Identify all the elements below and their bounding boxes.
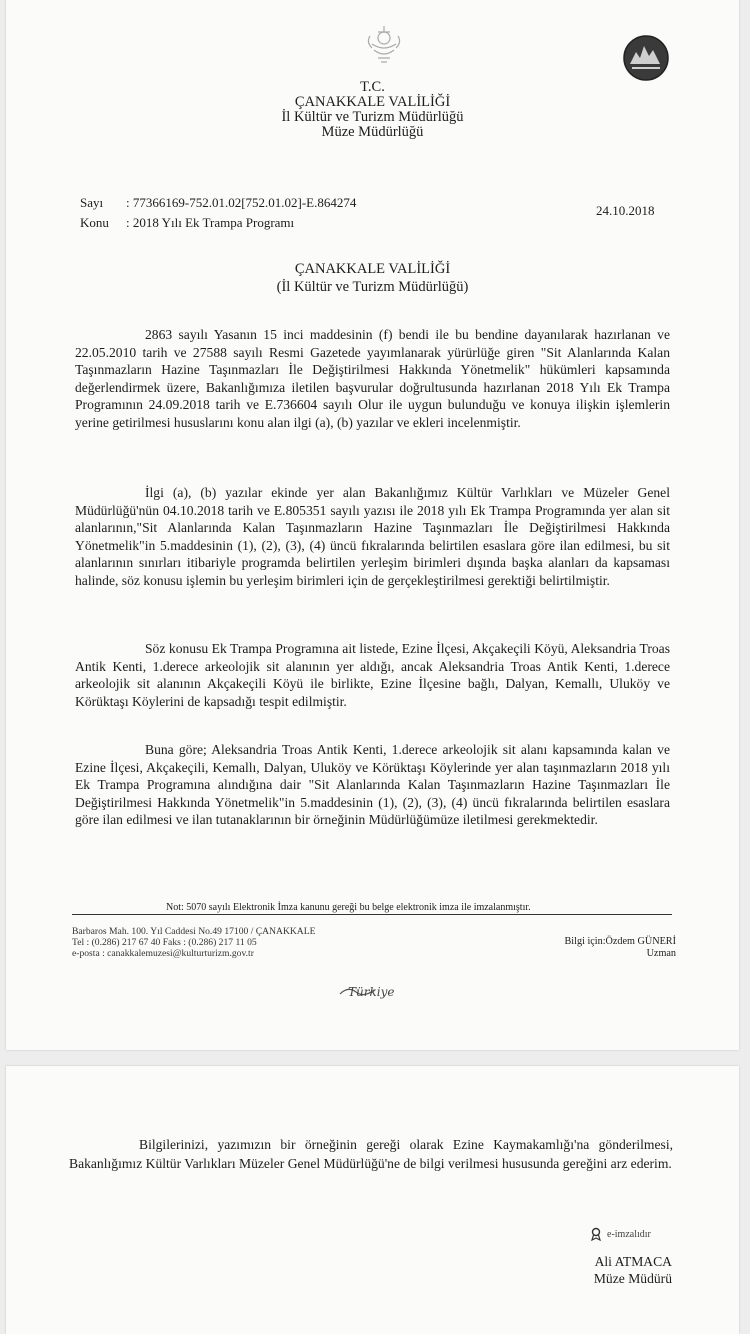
e-signature-badge [590, 1227, 651, 1241]
addressee-title: ÇANAKKALE VALİLİĞİ [294, 261, 451, 277]
email-line: e-posta : canakkalemuzesi@kulturturizm.gov.tr [72, 948, 254, 959]
document-date: 24.10.2018 [596, 203, 655, 218]
e-signature-text: e-imzalıdır [607, 1228, 651, 1240]
museum-logo-icon [622, 34, 670, 82]
e-signature-icon [590, 1227, 602, 1241]
body-paragraph-2: İlgi (a), (b) yazılar ekinde yer alan Bakanlığımız Kültür Varlıkları ve Müzeler Genel Müdürlüğü'nün 04.10.2018 tarih ve E.805351 sayılı yazısı ile 2018 yılı Ek Trampa Programında yer alan sit alanlarının,"Sit Alanlarında Kalan Taşınmazların Hazine Taşınmazları İle Değiştirilmesi Hakkında Yönetmelik"in 5.maddesinin (1), (2), (3), (4) üncü fıkralarında belirtilen esaslara göre ilan edilmesi, bu sit alanlarının sınırları itibariyle programda belirtilen yerleşim birimleri dışında başka alanları da kapsaması halinde, söz konusu işlemin bu yerleşim birimleri için de gerçekleştirilmesi gerektiği belirtilmiştir. [75, 485, 670, 588]
document-page-1 [6, 0, 739, 1050]
header-valilik: ÇANAKKALE VALİLİĞİ [294, 94, 451, 110]
document-page-2 [6, 1066, 739, 1334]
header-tc: T.C. [360, 79, 385, 95]
header-directorate: İl Kültür ve Turizm Müdürlüğü [281, 109, 464, 125]
contact-info [506, 936, 676, 959]
header-museum: Müze Müdürlüğü [321, 124, 424, 140]
konu-value: : 2018 Yılı Ek Trampa Programı [126, 215, 295, 230]
address-line: Barbaros Mah. 100. Yıl Caddesi No.49 17100 / ÇANAKKALE [72, 926, 316, 937]
phone-line: Tel : (0.286) 217 67 40 Faks : (0.286) 217 11 05 [72, 937, 257, 948]
signatory-title: Müze Müdürü [593, 1271, 672, 1286]
contact-role: Uzman [646, 947, 676, 959]
closing-paragraph: Bilgilerinizi, yazımızın bir örneğinin gereği olarak Ezine Kaymakamlığı'na gönderilmesi, Bakanlığımız Kültür Varlıkları Müzeler Genel Müdürlüğü'ne de bilgi verilmesi hususunda gereğini arz ederim. [69, 1137, 673, 1171]
contact-person: Bilgi için:Özdem GÜNERİ [564, 936, 676, 947]
e-signature-law-note: Not: 5070 sayılı Elektronik İmza kanunu gereği bu belge elektronik imza ile imzalanmıştır. [166, 902, 531, 913]
body-paragraph-1: 2863 sayılı Yasanın 15 inci maddesinin (f) bendi ile bu bendine dayanılarak hazırlanan ve 22.05.2010 tarih ve 27588 sayılı Resmi Gazetede yayımlanarak yürürlüğe giren "Sit Alanlarında Kalan Taşınmazların Hazine Taşınmazları İle Değiştirilmesi Hakkında Yönetmelik" hükümleri kapsamında değerlendirmek üzere, Bakanlığımıza iletilen başvurular doğrultusunda hazırlanan 2018 Yılı Ek Trampa Programının 24.09.2018 tarih ve E.736604 sayılı Olur ile uygun bulunduğu ve konuya ilişkin işlemlerin yerine getirilmesi hususlarını konu alan ilgi (a), (b) yazılar ve ekleri incelenmiştir. [75, 327, 670, 430]
body-paragraph-3: Söz konusu Ek Trampa Programına ait listede, Ezine İlçesi, Akçakeçili Köyü, Aleksandria Troas Antik Kenti, 1.derece arkeolojik sit alanının yer aldığı, ancak Aleksandria Troas Antik Kenti, 1.derece arkeolojik sit alanının Akçakeçili Köyü ile birlikte, Ezine İlçesine bağlı, Dalyan, Kemallı, Uluköy ve Körüktaşı Köylerini de kapsadığı tespit edilmiştir. [75, 641, 670, 709]
addressee-subtitle: (İl Kültür ve Turizm Müdürlüğü) [276, 279, 469, 295]
signatory-name: Ali ATMACA [594, 1254, 672, 1269]
tc-emblem-icon [364, 22, 404, 68]
body-paragraph-4: Buna göre; Aleksandria Troas Antik Kenti, 1.derece arkeolojik sit alanı kapsamında kalan ve Ezine İlçesi, Akçakeçili, Kemallı, Dalyan, Uluköy ve Körüktaşı Köylerinde yer alan taşınmazların 2018 yılı Ek Trampa Programına alındığına dair "Sit Alanlarında Kalan Taşınmazların Hazine Taşınmazları İle Değiştirilmesi Hakkında Yönetmelik"in 5.maddesinin (1), (2), (3), (4) üncü fıkralarında belirtilen esaslara göre ilan edilmesi ve ilan tutanaklarının bir örneğinin Müdürlüğümüze iletilmesi gerekmektedir. [75, 742, 670, 827]
footer-divider [72, 914, 672, 915]
footer-address [72, 926, 315, 959]
sayi-label: Sayı [80, 195, 104, 210]
konu-label: Konu [80, 215, 109, 230]
turkiye-logo-text: Türkiye [348, 985, 395, 999]
turkiye-logo [336, 972, 406, 1004]
sayi-value: : 77366169-752.01.02[752.01.02]-E.864274 [126, 195, 357, 210]
signatory [560, 1253, 672, 1287]
